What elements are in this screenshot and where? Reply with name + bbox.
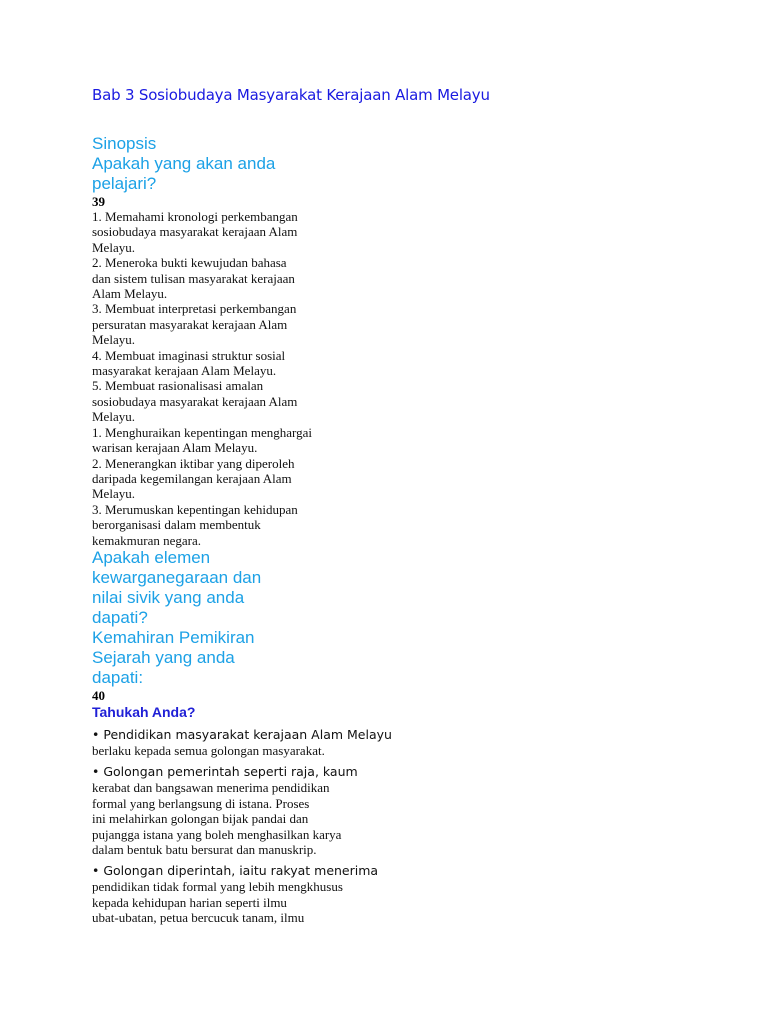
- bullet-line: kepada kehidupan harian seperti ilmu: [92, 894, 287, 910]
- page-number: 39: [92, 194, 105, 209]
- heading-line: Apakah elemen: [92, 547, 211, 567]
- heading-line: Kemahiran Pemikiran: [92, 627, 255, 647]
- objective-line: masyarakat kerajaan Alam Melayu.: [92, 363, 277, 379]
- bullet-item: [92, 763, 422, 857]
- objective-line: kemakmuran negara.: [92, 532, 202, 548]
- bullet-first-line: • Pendidikan masyarakat kerajaan Alam Melayu: [92, 726, 392, 742]
- objective-line: 1. Memahami kronologi perkembangan: [92, 209, 298, 224]
- objectives-list: [92, 209, 422, 548]
- objective-line: Melayu.: [92, 409, 135, 425]
- heading-elements: [92, 548, 422, 688]
- objective-line: 3. Membuat interpretasi perkembangan: [92, 301, 297, 317]
- bullet-line: berlaku kepada semua golongan masyarakat.: [92, 742, 325, 758]
- objective-line: dan sistem tulisan masyarakat kerajaan: [92, 270, 295, 286]
- bullet-first-line: • Golongan pemerintah seperti raja, kaum: [92, 764, 358, 780]
- objective-line: 2. Menerangkan iktibar yang diperoleh: [92, 455, 295, 471]
- bullet-line: pendidikan tidak formal yang lebih mengkhusus: [92, 879, 343, 895]
- chapter-title: Bab 3 Sosiobudaya Masyarakat Kerajaan Alam Melayu: [92, 86, 490, 104]
- bullet-rest: [92, 780, 422, 857]
- bullet-line: ubat-ubatan, petua bercucuk tanam, ilmu: [92, 910, 305, 926]
- objective-line: sosiobudaya masyarakat kerajaan Alam: [92, 224, 298, 240]
- bullet-line: dalam bentuk batu bersurat dan manuskrip.: [92, 841, 317, 857]
- bullet-line: kerabat dan bangsawan menerima pendidikan: [92, 780, 330, 796]
- bullet-line: formal yang berlangsung di istana. Proses: [92, 795, 310, 811]
- bullet-line: pujangga istana yang boleh menghasilkan karya: [92, 826, 342, 842]
- objective-line: Alam Melayu.: [92, 286, 168, 302]
- bullet-item: [92, 726, 422, 758]
- tahukah-heading: Tahukah Anda?: [92, 703, 196, 720]
- bullet-rest: [92, 879, 422, 925]
- objective-line: 5. Membuat rasionalisasi amalan: [92, 378, 264, 394]
- objective-line: 4. Membuat imaginasi struktur sosial: [92, 347, 286, 363]
- page-number: 40: [92, 687, 105, 703]
- objective-line: 2. Meneroka bukti kewujudan bahasa: [92, 255, 287, 271]
- heading-line: nilai sivik yang anda: [92, 587, 245, 607]
- objective-line: 1. Menghuraikan kepentingan menghargai: [92, 424, 312, 440]
- objective-line: Melayu.: [92, 239, 135, 255]
- objective-line: sosiobudaya masyarakat kerajaan Alam: [92, 393, 298, 409]
- heading-line: dapati:: [92, 667, 144, 687]
- heading-synopsis: [92, 134, 422, 194]
- heading-line: Sejarah yang anda: [92, 647, 235, 667]
- bullet-first-line: • Golongan diperintah, iaitu rakyat menerima: [92, 863, 379, 879]
- bullet-rest: [92, 743, 422, 758]
- objective-line: berorganisasi dalam membentuk: [92, 517, 261, 533]
- objective-line: persuratan masyarakat kerajaan Alam: [92, 316, 288, 332]
- heading-line: dapati?: [92, 607, 148, 627]
- objective-line: warisan kerajaan Alam Melayu.: [92, 440, 258, 456]
- document-body: [92, 134, 422, 926]
- objective-line: Melayu.: [92, 486, 135, 502]
- objective-line: Melayu.: [92, 332, 135, 348]
- objective-line: daripada kegemilangan kerajaan Alam: [92, 470, 292, 486]
- bullet-line: ini melahirkan golongan bijak pandai dan: [92, 811, 309, 827]
- bullet-item: [92, 862, 422, 925]
- heading-line: Apakah yang akan anda: [92, 154, 276, 173]
- heading-line: pelajari?: [92, 174, 157, 193]
- heading-line: kewarganegaraan dan: [92, 567, 262, 587]
- objective-line: 3. Merumuskan kepentingan kehidupan: [92, 501, 298, 517]
- heading-line: Sinopsis: [92, 134, 157, 153]
